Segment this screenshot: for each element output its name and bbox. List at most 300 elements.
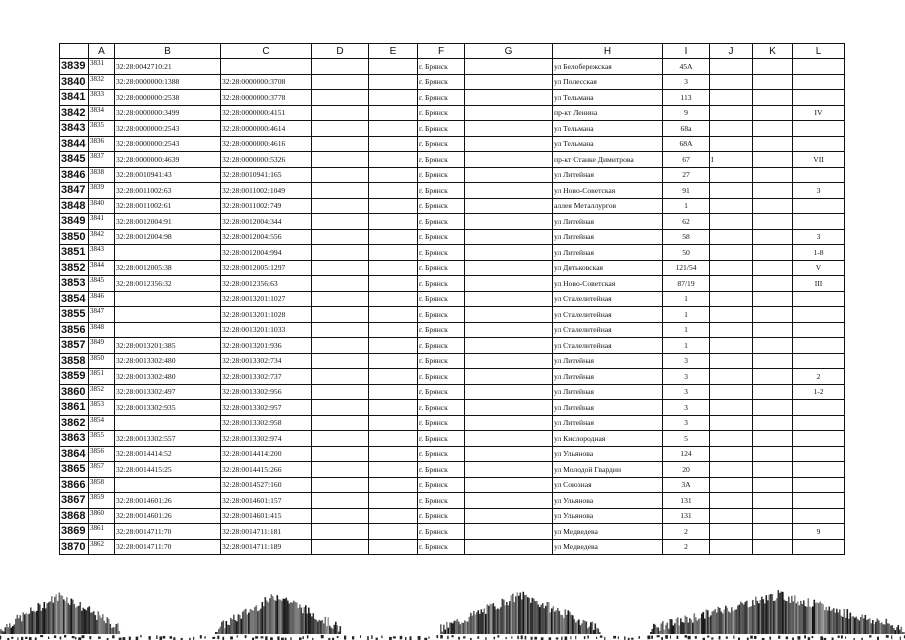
cell-k[interactable]	[753, 214, 793, 230]
cell-i[interactable]: 91	[663, 183, 710, 199]
cell-h[interactable]: ул Кислородная	[553, 431, 663, 447]
cell-k[interactable]	[753, 167, 793, 183]
row-number[interactable]: 3870	[60, 539, 89, 555]
cell-f[interactable]: г. Брянск	[418, 260, 465, 276]
cell-d[interactable]	[312, 121, 369, 137]
cell-d[interactable]	[312, 539, 369, 555]
cell-k[interactable]	[753, 446, 793, 462]
cell-i[interactable]: 2	[663, 524, 710, 540]
cell-c[interactable]: 32:28:0014601:415	[221, 508, 312, 524]
cell-b[interactable]	[115, 307, 221, 323]
cell-b[interactable]: 32:28:0042710:21	[115, 59, 221, 75]
cell-f[interactable]: г. Брянск	[418, 431, 465, 447]
cell-h[interactable]: аллея Металлургов	[553, 198, 663, 214]
cell-d[interactable]	[312, 74, 369, 90]
row-number[interactable]: 3859	[60, 369, 89, 385]
cell-b[interactable]: 32:28:0014601:26	[115, 493, 221, 509]
cell-j[interactable]	[710, 105, 753, 121]
cell-h[interactable]: ул Дятьковская	[553, 260, 663, 276]
row-number[interactable]: 3857	[60, 338, 89, 354]
cell-e[interactable]	[369, 59, 418, 75]
cell-l[interactable]	[793, 121, 845, 137]
cell-a[interactable]: 3837	[89, 152, 115, 168]
cell-e[interactable]	[369, 369, 418, 385]
cell-i[interactable]: 3А	[663, 477, 710, 493]
cell-i[interactable]: 1	[663, 322, 710, 338]
cell-a[interactable]: 3831	[89, 59, 115, 75]
cell-h[interactable]: пр-кт Станке Димитрова	[553, 152, 663, 168]
cell-l[interactable]	[793, 90, 845, 106]
column-header-h[interactable]: H	[553, 44, 663, 59]
cell-g[interactable]	[465, 322, 553, 338]
cell-b[interactable]: 32:28:0013201:385	[115, 338, 221, 354]
cell-f[interactable]: г. Брянск	[418, 477, 465, 493]
cell-d[interactable]	[312, 167, 369, 183]
cell-b[interactable]: 32:28:0014415:25	[115, 462, 221, 478]
cell-d[interactable]	[312, 322, 369, 338]
cell-d[interactable]	[312, 90, 369, 106]
cell-a[interactable]: 3861	[89, 524, 115, 540]
cell-a[interactable]: 3860	[89, 508, 115, 524]
column-header-a[interactable]: A	[89, 44, 115, 59]
cell-h[interactable]: ул Литейная	[553, 167, 663, 183]
cell-j[interactable]	[710, 446, 753, 462]
cell-h[interactable]: ул Сталелитейная	[553, 322, 663, 338]
cell-f[interactable]: г. Брянск	[418, 229, 465, 245]
cell-k[interactable]	[753, 353, 793, 369]
cell-k[interactable]	[753, 198, 793, 214]
cell-d[interactable]	[312, 105, 369, 121]
cell-j[interactable]	[710, 167, 753, 183]
cell-e[interactable]	[369, 431, 418, 447]
cell-d[interactable]	[312, 415, 369, 431]
cell-i[interactable]: 3	[663, 74, 710, 90]
cell-g[interactable]	[465, 508, 553, 524]
cell-g[interactable]	[465, 462, 553, 478]
cell-c[interactable]: 32:28:0000000:5326	[221, 152, 312, 168]
cell-f[interactable]: г. Брянск	[418, 59, 465, 75]
cell-b[interactable]: 32:28:0012356:32	[115, 276, 221, 292]
cell-g[interactable]	[465, 183, 553, 199]
cell-f[interactable]: г. Брянск	[418, 198, 465, 214]
cell-i[interactable]: 68а	[663, 121, 710, 137]
cell-f[interactable]: г. Брянск	[418, 121, 465, 137]
row-number[interactable]: 3866	[60, 477, 89, 493]
cell-h[interactable]: ул Тельмана	[553, 121, 663, 137]
cell-i[interactable]: 3	[663, 400, 710, 416]
cell-c[interactable]: 32:28:0000000:3708	[221, 74, 312, 90]
cell-l[interactable]	[793, 59, 845, 75]
cell-g[interactable]	[465, 276, 553, 292]
cell-b[interactable]: 32:28:0013302:497	[115, 384, 221, 400]
cell-l[interactable]	[793, 539, 845, 555]
cell-b[interactable]: 32:28:0012004:91	[115, 214, 221, 230]
cell-h[interactable]: ул Ульянова	[553, 446, 663, 462]
cell-i[interactable]: 1	[663, 291, 710, 307]
cell-c[interactable]	[221, 59, 312, 75]
cell-i[interactable]: 27	[663, 167, 710, 183]
cell-c[interactable]: 32:28:0013201:1027	[221, 291, 312, 307]
cell-k[interactable]	[753, 400, 793, 416]
cell-h[interactable]: ул Медведева	[553, 539, 663, 555]
cell-k[interactable]	[753, 260, 793, 276]
cell-g[interactable]	[465, 524, 553, 540]
cell-c[interactable]: 32:28:0000000:4616	[221, 136, 312, 152]
cell-a[interactable]: 3857	[89, 462, 115, 478]
cell-k[interactable]	[753, 508, 793, 524]
cell-i[interactable]: 124	[663, 446, 710, 462]
cell-a[interactable]: 3853	[89, 400, 115, 416]
row-number[interactable]: 3840	[60, 74, 89, 90]
column-header-i[interactable]: I	[663, 44, 710, 59]
cell-b[interactable]	[115, 291, 221, 307]
cell-k[interactable]	[753, 183, 793, 199]
row-number[interactable]: 3848	[60, 198, 89, 214]
cell-e[interactable]	[369, 508, 418, 524]
cell-a[interactable]: 3851	[89, 369, 115, 385]
cell-j[interactable]	[710, 477, 753, 493]
cell-a[interactable]: 3859	[89, 493, 115, 509]
cell-j[interactable]	[710, 322, 753, 338]
cell-j[interactable]	[710, 384, 753, 400]
cell-h[interactable]: ул Молодой Гвардии	[553, 462, 663, 478]
cell-i[interactable]: 58	[663, 229, 710, 245]
cell-l[interactable]	[793, 167, 845, 183]
column-header-d[interactable]: D	[312, 44, 369, 59]
row-number[interactable]: 3858	[60, 353, 89, 369]
cell-f[interactable]: г. Брянск	[418, 338, 465, 354]
cell-h[interactable]: ул Полесская	[553, 74, 663, 90]
cell-g[interactable]	[465, 353, 553, 369]
cell-f[interactable]: г. Брянск	[418, 384, 465, 400]
cell-c[interactable]: 32:28:0013302:958	[221, 415, 312, 431]
cell-g[interactable]	[465, 446, 553, 462]
cell-c[interactable]: 32:28:0012004:994	[221, 245, 312, 261]
cell-g[interactable]	[465, 307, 553, 323]
cell-j[interactable]	[710, 369, 753, 385]
cell-l[interactable]: VII	[793, 152, 845, 168]
cell-i[interactable]: 3	[663, 353, 710, 369]
cell-h[interactable]: ул Литейная	[553, 384, 663, 400]
cell-j[interactable]	[710, 431, 753, 447]
cell-i[interactable]: 68А	[663, 136, 710, 152]
cell-l[interactable]: IV	[793, 105, 845, 121]
row-number[interactable]: 3868	[60, 508, 89, 524]
cell-b[interactable]: 32:28:0000000:2543	[115, 121, 221, 137]
cell-e[interactable]	[369, 245, 418, 261]
cell-g[interactable]	[465, 338, 553, 354]
row-number[interactable]: 3845	[60, 152, 89, 168]
cell-c[interactable]: 32:28:0013302:957	[221, 400, 312, 416]
cell-k[interactable]	[753, 338, 793, 354]
cell-g[interactable]	[465, 369, 553, 385]
column-header-e[interactable]: E	[369, 44, 418, 59]
cell-g[interactable]	[465, 291, 553, 307]
cell-l[interactable]	[793, 493, 845, 509]
cell-e[interactable]	[369, 338, 418, 354]
cell-e[interactable]	[369, 524, 418, 540]
cell-i[interactable]: 1	[663, 307, 710, 323]
cell-b[interactable]: 32:28:0000000:3499	[115, 105, 221, 121]
cell-k[interactable]	[753, 462, 793, 478]
cell-k[interactable]	[753, 121, 793, 137]
cell-b[interactable]: 32:28:0013302:935	[115, 400, 221, 416]
cell-d[interactable]	[312, 400, 369, 416]
cell-i[interactable]: 5	[663, 431, 710, 447]
cell-i[interactable]: 45А	[663, 59, 710, 75]
cell-l[interactable]	[793, 307, 845, 323]
cell-a[interactable]: 3832	[89, 74, 115, 90]
cell-f[interactable]: г. Брянск	[418, 152, 465, 168]
cell-b[interactable]: 32:28:0014711:70	[115, 524, 221, 540]
cell-h[interactable]: ул Литейная	[553, 229, 663, 245]
cell-h[interactable]: ул Тельмана	[553, 136, 663, 152]
cell-d[interactable]	[312, 384, 369, 400]
cell-c[interactable]: 32:28:0014711:189	[221, 539, 312, 555]
cell-l[interactable]	[793, 291, 845, 307]
cell-a[interactable]: 3852	[89, 384, 115, 400]
cell-i[interactable]: 1	[663, 338, 710, 354]
cell-f[interactable]: г. Брянск	[418, 353, 465, 369]
cell-l[interactable]	[793, 136, 845, 152]
cell-a[interactable]: 3843	[89, 245, 115, 261]
cell-j[interactable]	[710, 229, 753, 245]
cell-g[interactable]	[465, 167, 553, 183]
cell-b[interactable]: 32:28:0014711:70	[115, 539, 221, 555]
cell-f[interactable]: г. Брянск	[418, 493, 465, 509]
cell-g[interactable]	[465, 539, 553, 555]
row-number[interactable]: 3846	[60, 167, 89, 183]
cell-d[interactable]	[312, 477, 369, 493]
cell-d[interactable]	[312, 59, 369, 75]
cell-g[interactable]	[465, 493, 553, 509]
row-number[interactable]: 3869	[60, 524, 89, 540]
row-number[interactable]: 3842	[60, 105, 89, 121]
cell-k[interactable]	[753, 245, 793, 261]
cell-g[interactable]	[465, 152, 553, 168]
cell-j[interactable]: I	[710, 152, 753, 168]
cell-c[interactable]: 32:28:0013302:734	[221, 353, 312, 369]
cell-e[interactable]	[369, 214, 418, 230]
cell-l[interactable]	[793, 415, 845, 431]
cell-h[interactable]: ул Ульянова	[553, 493, 663, 509]
cell-b[interactable]: 32:28:0013302:557	[115, 431, 221, 447]
cell-e[interactable]	[369, 198, 418, 214]
cell-h[interactable]: ул Ульянова	[553, 508, 663, 524]
column-header-l[interactable]: L	[793, 44, 845, 59]
cell-f[interactable]: г. Брянск	[418, 276, 465, 292]
cell-j[interactable]	[710, 508, 753, 524]
cell-f[interactable]: г. Брянск	[418, 446, 465, 462]
row-number[interactable]: 3853	[60, 276, 89, 292]
cell-l[interactable]	[793, 198, 845, 214]
cell-d[interactable]	[312, 369, 369, 385]
cell-a[interactable]: 3836	[89, 136, 115, 152]
cell-c[interactable]: 32:28:0014415:266	[221, 462, 312, 478]
cell-j[interactable]	[710, 353, 753, 369]
cell-k[interactable]	[753, 431, 793, 447]
cell-e[interactable]	[369, 384, 418, 400]
cell-h[interactable]: ул Тельмана	[553, 90, 663, 106]
cell-a[interactable]: 3835	[89, 121, 115, 137]
cell-f[interactable]: г. Брянск	[418, 183, 465, 199]
cell-b[interactable]	[115, 477, 221, 493]
cell-b[interactable]: 32:28:0013302:480	[115, 369, 221, 385]
cell-k[interactable]	[753, 276, 793, 292]
row-number[interactable]: 3862	[60, 415, 89, 431]
cell-f[interactable]: г. Брянск	[418, 105, 465, 121]
column-header-g[interactable]: G	[465, 44, 553, 59]
cell-a[interactable]: 3844	[89, 260, 115, 276]
cell-h[interactable]: пр-кт Ленина	[553, 105, 663, 121]
cell-c[interactable]: 32:28:0013302:974	[221, 431, 312, 447]
cell-l[interactable]: 3	[793, 183, 845, 199]
cell-c[interactable]: 32:28:0013201:1033	[221, 322, 312, 338]
cell-c[interactable]: 32:28:0014601:157	[221, 493, 312, 509]
cell-a[interactable]: 3850	[89, 353, 115, 369]
cell-l[interactable]	[793, 462, 845, 478]
cell-j[interactable]	[710, 462, 753, 478]
cell-f[interactable]: г. Брянск	[418, 369, 465, 385]
cell-e[interactable]	[369, 307, 418, 323]
cell-j[interactable]	[710, 59, 753, 75]
cell-e[interactable]	[369, 415, 418, 431]
cell-f[interactable]: г. Брянск	[418, 214, 465, 230]
cell-j[interactable]	[710, 90, 753, 106]
cell-i[interactable]: 3	[663, 415, 710, 431]
cell-b[interactable]	[115, 245, 221, 261]
cell-e[interactable]	[369, 353, 418, 369]
cell-g[interactable]	[465, 431, 553, 447]
cell-f[interactable]: г. Брянск	[418, 74, 465, 90]
row-number[interactable]: 3851	[60, 245, 89, 261]
cell-f[interactable]: г. Брянск	[418, 322, 465, 338]
row-number[interactable]: 3855	[60, 307, 89, 323]
cell-h[interactable]: ул Ново-Советская	[553, 276, 663, 292]
cell-j[interactable]	[710, 74, 753, 90]
cell-c[interactable]: 32:28:0013201:1028	[221, 307, 312, 323]
cell-e[interactable]	[369, 322, 418, 338]
row-number[interactable]: 3852	[60, 260, 89, 276]
cell-f[interactable]: г. Брянск	[418, 415, 465, 431]
cell-j[interactable]	[710, 245, 753, 261]
cell-d[interactable]	[312, 245, 369, 261]
cell-a[interactable]: 3858	[89, 477, 115, 493]
cell-g[interactable]	[465, 245, 553, 261]
cell-h[interactable]: ул Сталелитейная	[553, 338, 663, 354]
cell-a[interactable]: 3842	[89, 229, 115, 245]
cell-e[interactable]	[369, 291, 418, 307]
cell-d[interactable]	[312, 136, 369, 152]
cell-e[interactable]	[369, 183, 418, 199]
cell-h[interactable]: ул Ново-Советская	[553, 183, 663, 199]
cell-g[interactable]	[465, 121, 553, 137]
row-number[interactable]: 3849	[60, 214, 89, 230]
cell-k[interactable]	[753, 477, 793, 493]
cell-d[interactable]	[312, 152, 369, 168]
cell-e[interactable]	[369, 167, 418, 183]
cell-a[interactable]: 3862	[89, 539, 115, 555]
cell-g[interactable]	[465, 90, 553, 106]
cell-f[interactable]: г. Брянск	[418, 524, 465, 540]
cell-h[interactable]: ул Сталелитейная	[553, 291, 663, 307]
cell-h[interactable]: ул Медведева	[553, 524, 663, 540]
cell-a[interactable]: 3841	[89, 214, 115, 230]
cell-h[interactable]: ул Белобережская	[553, 59, 663, 75]
cell-e[interactable]	[369, 477, 418, 493]
cell-d[interactable]	[312, 183, 369, 199]
cell-h[interactable]: ул Литейная	[553, 245, 663, 261]
cell-k[interactable]	[753, 136, 793, 152]
row-number[interactable]: 3865	[60, 462, 89, 478]
cell-d[interactable]	[312, 493, 369, 509]
cell-f[interactable]: г. Брянск	[418, 90, 465, 106]
row-number[interactable]: 3854	[60, 291, 89, 307]
cell-d[interactable]	[312, 260, 369, 276]
cell-g[interactable]	[465, 136, 553, 152]
cell-b[interactable]: 32:28:0000000:1388	[115, 74, 221, 90]
cell-k[interactable]	[753, 493, 793, 509]
cell-k[interactable]	[753, 369, 793, 385]
cell-e[interactable]	[369, 276, 418, 292]
row-number[interactable]: 3863	[60, 431, 89, 447]
column-header-c[interactable]: C	[221, 44, 312, 59]
cell-a[interactable]: 3849	[89, 338, 115, 354]
cell-b[interactable]: 32:28:0011002:61	[115, 198, 221, 214]
cell-l[interactable]	[793, 353, 845, 369]
cell-e[interactable]	[369, 446, 418, 462]
cell-c[interactable]: 32:28:0013201:936	[221, 338, 312, 354]
cell-b[interactable]: 32:28:0011002:63	[115, 183, 221, 199]
cell-i[interactable]: 9	[663, 105, 710, 121]
cell-c[interactable]: 32:28:0012356:63	[221, 276, 312, 292]
cell-b[interactable]: 32:28:0013302:480	[115, 353, 221, 369]
cell-e[interactable]	[369, 260, 418, 276]
cell-i[interactable]: 3	[663, 369, 710, 385]
cell-k[interactable]	[753, 74, 793, 90]
cell-a[interactable]: 3848	[89, 322, 115, 338]
cell-i[interactable]: 113	[663, 90, 710, 106]
row-number[interactable]: 3847	[60, 183, 89, 199]
cell-g[interactable]	[465, 198, 553, 214]
cell-a[interactable]: 3838	[89, 167, 115, 183]
cell-e[interactable]	[369, 90, 418, 106]
cell-l[interactable]	[793, 322, 845, 338]
cell-g[interactable]	[465, 384, 553, 400]
cell-a[interactable]: 3833	[89, 90, 115, 106]
cell-e[interactable]	[369, 121, 418, 137]
cell-c[interactable]: 32:28:0012005:1297	[221, 260, 312, 276]
cell-b[interactable]: 32:28:0014601:26	[115, 508, 221, 524]
cell-f[interactable]: г. Брянск	[418, 167, 465, 183]
cell-l[interactable]	[793, 446, 845, 462]
cell-e[interactable]	[369, 74, 418, 90]
cell-g[interactable]	[465, 105, 553, 121]
cell-d[interactable]	[312, 338, 369, 354]
cell-c[interactable]: 32:28:0014527:160	[221, 477, 312, 493]
cell-g[interactable]	[465, 214, 553, 230]
cell-i[interactable]: 131	[663, 508, 710, 524]
cell-a[interactable]: 3839	[89, 183, 115, 199]
row-number[interactable]: 3850	[60, 229, 89, 245]
cell-e[interactable]	[369, 539, 418, 555]
cell-k[interactable]	[753, 307, 793, 323]
cell-b[interactable]: 32:28:0014414:52	[115, 446, 221, 462]
cell-c[interactable]: 32:28:0012004:344	[221, 214, 312, 230]
row-number[interactable]: 3861	[60, 400, 89, 416]
column-header-j[interactable]: J	[710, 44, 753, 59]
cell-j[interactable]	[710, 493, 753, 509]
